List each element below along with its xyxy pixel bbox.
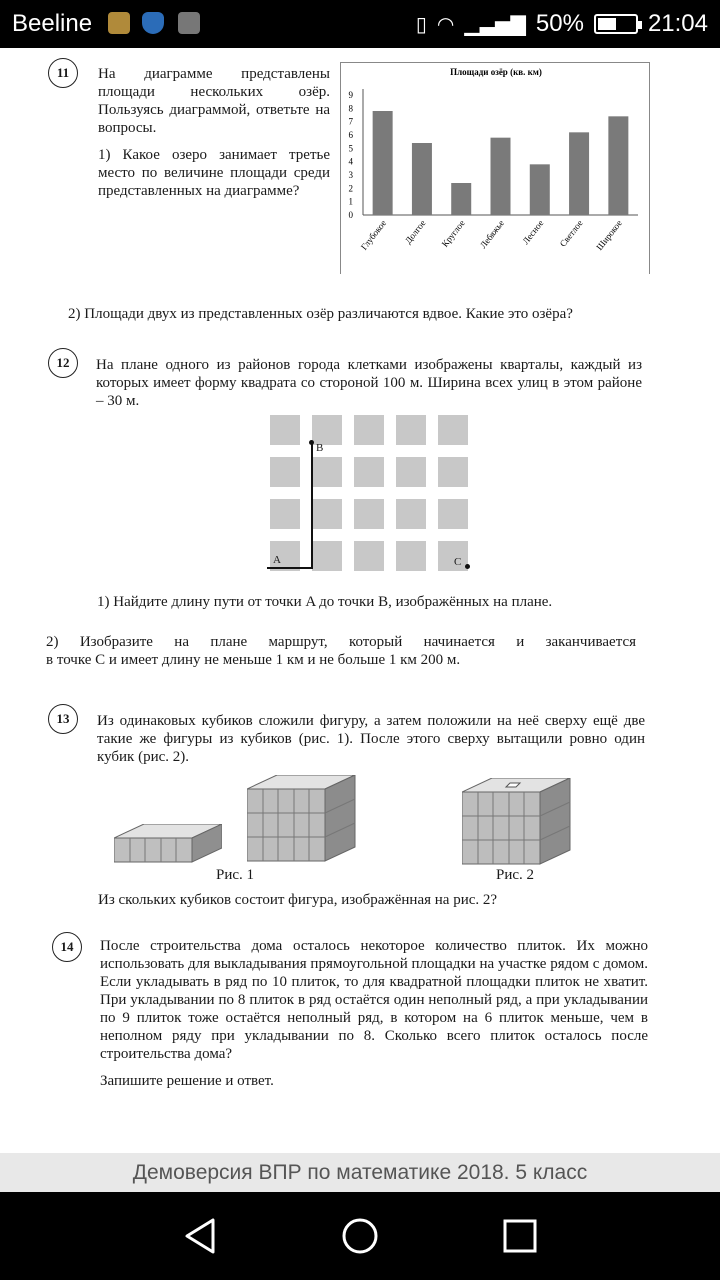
figure-1-caption: Рис. 1 [216, 867, 255, 883]
y-tick-label: 7 [348, 116, 353, 127]
clock: 21:04 [647, 10, 708, 37]
task13-text: Из одинаковых кубиков сложили фигуру, а затем положили на неё сверху ещё две такие же фигуры из кубиков (рис. 1). После этого сверху вытащили ровно один кубик (рис. 2). [97, 713, 645, 765]
city-block [312, 541, 342, 571]
city-block [438, 457, 468, 487]
document-title-bar: Демоверсия ВПР по математике 2018. 5 класс [0, 1153, 720, 1192]
x-tick-label: Круглое [439, 218, 467, 249]
y-tick-label: 8 [348, 103, 353, 114]
task14-instruction: Запишите решение и ответ. [100, 1073, 274, 1089]
x-tick-label: Лесное [520, 218, 546, 247]
city-plan [265, 413, 475, 573]
task13-question: Из скольких кубиков состоит фигура, изображённая на рис. 2? [98, 892, 498, 908]
vibrate-icon: ▯ [415, 13, 427, 36]
city-block [438, 415, 468, 445]
back-icon[interactable] [177, 1212, 225, 1260]
point-a-label: A [273, 554, 281, 566]
task-number-11: 11 [48, 58, 78, 88]
bar [530, 164, 550, 215]
document-page [0, 48, 720, 1153]
task-number-14: 14 [52, 932, 82, 962]
lake-area-chart [340, 62, 650, 274]
shield-icon [142, 12, 164, 34]
cleaner-icon [108, 12, 130, 34]
city-block [438, 499, 468, 529]
figure-2-caption: Рис. 2 [496, 867, 535, 883]
home-icon[interactable] [336, 1212, 384, 1260]
bar [569, 132, 589, 215]
battery-percent: 50% [535, 10, 584, 37]
cube-figure-stacked [247, 775, 357, 863]
y-tick-label: 9 [348, 90, 353, 100]
city-block [396, 499, 426, 529]
point-b-label: B [316, 442, 324, 454]
task-number-13: 13 [48, 704, 78, 734]
y-tick-label: 5 [348, 143, 353, 154]
task11-question-1: 1) Какое озеро занимает третье место по величине площади среди представленных на диаграмме? [98, 147, 330, 199]
city-block [396, 457, 426, 487]
battery-icon [594, 14, 638, 34]
task11-intro: На диаграмме представлены площади нескольких озёр. Пользуясь диаграммой, ответьте на вопросы. [98, 66, 330, 136]
bar [373, 111, 393, 215]
signal-icon: ▁▃▅▇ [464, 13, 526, 36]
city-block [354, 541, 384, 571]
task12-text: На плане одного из районов города клетками изображены кварталы, каждый из которых имеет форму квадрата со стороной 100 м. Ширина всех улиц в этом районе – 30 м. [96, 357, 642, 409]
x-tick-label: Светлое [557, 218, 585, 249]
task-number-12: 12 [48, 348, 78, 378]
city-block [270, 457, 300, 487]
bar [608, 116, 628, 215]
point-c-label: C [454, 556, 462, 568]
city-block [270, 499, 300, 529]
y-tick-label: 2 [348, 183, 353, 194]
point-c-dot [465, 564, 470, 569]
task12-question-2: 2) Изобразите на плане маршрут, который начинается и заканчивается в точке C и имеет длину не меньше 1 км и не больше 1 км 200 м. [46, 634, 636, 668]
recent-apps-icon[interactable] [496, 1212, 544, 1260]
y-tick-label: 6 [348, 130, 353, 140]
carrier-name: Beeline [12, 10, 93, 37]
image-icon [178, 12, 200, 34]
city-block [354, 457, 384, 487]
cube-figure-flat [114, 824, 222, 864]
status-bar [0, 0, 720, 48]
chart-canvas [341, 63, 651, 275]
wifi-icon: ◠ [436, 13, 455, 36]
bar [491, 138, 511, 215]
x-tick-label: Лебяжье [477, 218, 507, 251]
navigation-bar [0, 1192, 720, 1280]
city-block [354, 499, 384, 529]
y-tick-label: 0 [348, 210, 353, 220]
city-block [312, 457, 342, 487]
y-tick-label: 4 [348, 156, 353, 167]
task14-text: После строительства дома осталось некоторое количество плиток. Их можно использовать для выкладывания прямоугольной площадки на участке рядом с домом. Если укладывать в ряд по 10 плиток, то для квадратной площадки плиток не хватит. При укладывании по 8 плиток в ряд остаётся один неполный ряд, а при укладывании по 9 плиток тоже остаётся неполный ряд, в котором на 6 плиток меньше, чем в неполном ряду при укладывании по 8. Сколько всего плиток осталось после строительства дома? [100, 938, 648, 1062]
task12-question-1: 1) Найдите длину пути от точки A до точки B, изображённых на плане. [97, 594, 553, 610]
bar [412, 143, 432, 215]
city-block [270, 415, 300, 445]
x-tick-label: Глубокое [358, 218, 389, 252]
city-block [396, 415, 426, 445]
x-tick-label: Широкое [594, 218, 624, 253]
y-tick-label: 1 [348, 196, 353, 207]
point-b-dot [309, 440, 314, 445]
route-vertical-line [311, 443, 313, 569]
y-tick-label: 3 [348, 170, 353, 180]
city-block [396, 541, 426, 571]
city-block [438, 541, 468, 571]
city-block [312, 499, 342, 529]
cube-figure-removed [462, 778, 572, 866]
bar [451, 183, 471, 215]
chart-title: Площади озёр (кв. км) [450, 67, 542, 77]
x-tick-label: Долгое [402, 218, 428, 246]
city-block [354, 415, 384, 445]
task11-question-2: 2) Площади двух из представленных озёр различаются вдвое. Какие это озёра? [68, 306, 573, 322]
